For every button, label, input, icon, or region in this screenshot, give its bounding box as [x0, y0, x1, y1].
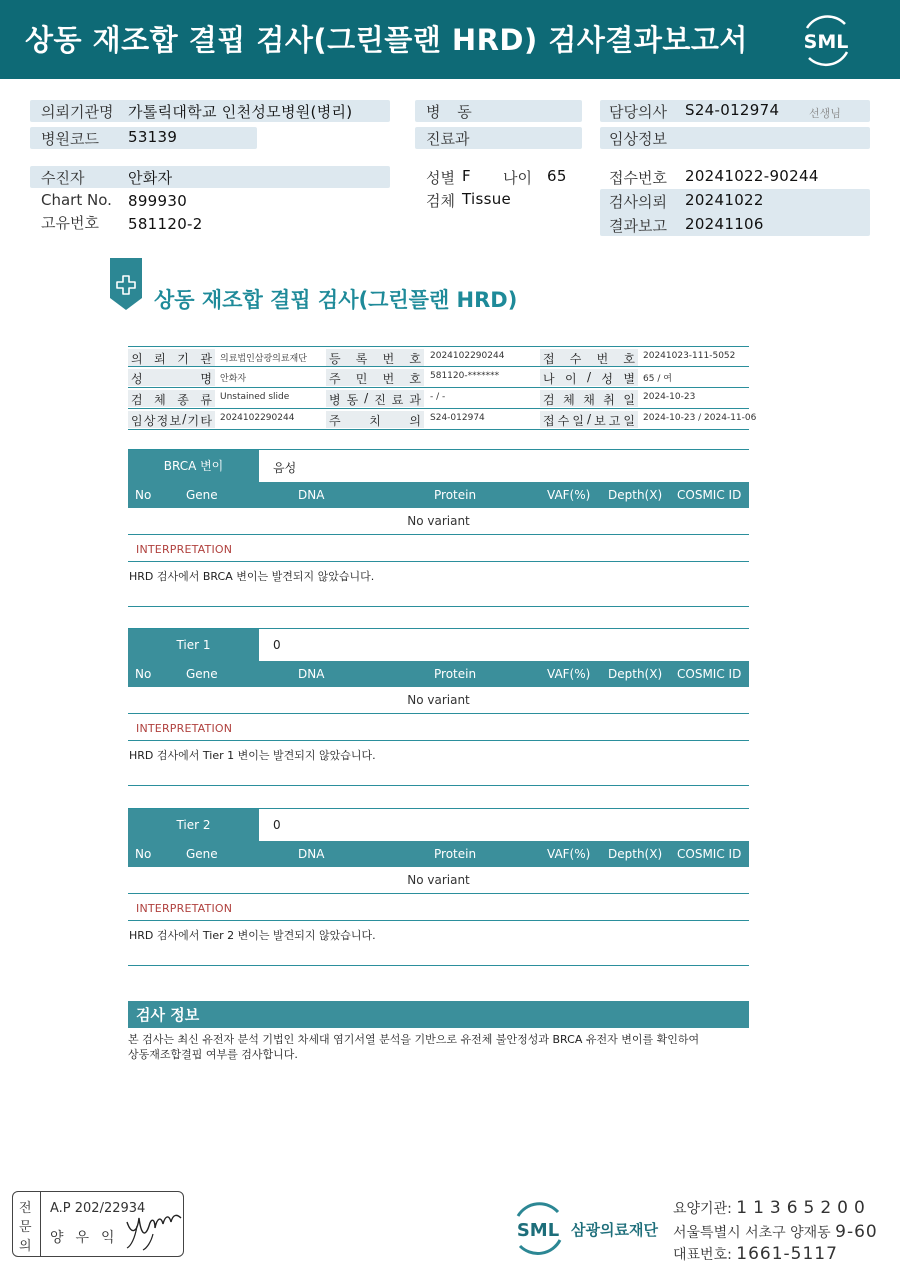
test-info-text	[128, 1032, 749, 1062]
institution-value: 11365200	[736, 1198, 871, 1218]
col-gene: Gene	[186, 488, 218, 502]
table-label-text: 나 이 / 성 별	[543, 370, 635, 386]
table-row	[128, 388, 749, 409]
table-row	[128, 346, 749, 367]
footer-org-name: 삼광의료재단	[571, 1221, 658, 1239]
footer-phone: 대표번호: 1661-5117	[673, 1244, 838, 1264]
clinical-label: 임상정보	[609, 130, 667, 148]
table-label-cell	[540, 349, 638, 366]
footer-address	[673, 1222, 878, 1242]
requester-label: 의뢰기관명	[41, 103, 114, 121]
interpretation-label: INTERPRETATION	[136, 902, 233, 915]
table-value-cell: 2024-10-23	[643, 392, 696, 402]
address-no: 9-60	[835, 1222, 878, 1242]
doctor-note: 선생님	[809, 107, 841, 120]
patient-label: 수진자	[41, 169, 85, 187]
age-label: 나이	[503, 169, 532, 187]
table-label-text: 의 뢰 기 관	[131, 352, 212, 366]
report-value: 20241106	[685, 215, 764, 233]
variant-category-label: Tier 1	[128, 629, 259, 661]
ward-label: 병 동	[426, 103, 478, 121]
doctor-label: 담당의사	[609, 103, 667, 121]
request-label: 검사의뢰	[609, 193, 667, 211]
col-vaf: VAF(%)	[547, 488, 591, 502]
tier2-variant-block	[128, 808, 749, 966]
chart-value: 899930	[128, 192, 188, 210]
col-no: No	[135, 488, 152, 502]
report-header	[0, 0, 900, 79]
no-variant-text: No variant	[407, 514, 470, 528]
interpretation-body	[128, 741, 749, 786]
table-row	[128, 367, 749, 388]
interpretation-label: INTERPRETATION	[136, 543, 233, 556]
variant-category-label: Tier 2	[128, 809, 259, 841]
interpretation-label: INTERPRETATION	[136, 722, 233, 735]
age-value: 65	[547, 167, 567, 185]
no-variant-text: No variant	[407, 873, 470, 887]
interpretation-body	[128, 921, 749, 966]
col-dna: DNA	[298, 667, 325, 681]
variant-category-value: 0	[273, 638, 281, 652]
col-depth: Depth(X)	[608, 847, 663, 861]
stamp-license: A.P 202/22934	[50, 1201, 146, 1216]
sml-logo-text: SML	[803, 31, 849, 53]
sex-value: F	[462, 167, 471, 185]
stamp-side-char: 문	[19, 1220, 32, 1235]
table-label-cell	[128, 349, 215, 366]
interpretation-header	[128, 714, 749, 741]
variant-summary-row	[128, 628, 749, 661]
table-label-cell	[540, 369, 638, 386]
table-label-cell	[326, 411, 424, 428]
sml-footer-logo-icon	[510, 1198, 566, 1258]
table-value-cell: 65 / 여	[643, 374, 672, 384]
col-vaf: VAF(%)	[547, 847, 591, 861]
pathologist-stamp	[12, 1191, 184, 1257]
table-label-cell	[326, 349, 424, 366]
table-value-cell: 2024-10-23 / 2024-11-06	[643, 413, 757, 423]
col-cosmic: COSMIC ID	[677, 847, 742, 861]
col-dna: DNA	[298, 488, 325, 502]
footer-institution: 요양기관: 11365200	[673, 1198, 871, 1218]
col-depth: Depth(X)	[608, 488, 663, 502]
interpretation-header	[128, 535, 749, 562]
test-info-line: 본 검사는 최신 유전자 분석 기법인 차세대 염기서열 분석을 기반으로 유전체 불안정성과 BRCA 유전자 변이를 확인하여	[128, 1033, 700, 1046]
variant-table-header	[128, 482, 749, 508]
col-dna: DNA	[298, 847, 325, 861]
receipt-label: 접수번호	[609, 169, 667, 187]
table-label-text: 검 체 채 취 일	[543, 393, 635, 407]
interpretation-text: HRD 검사에서 BRCA 변이는 발견되지 않았습니다.	[129, 570, 375, 583]
chart-label: Chart No.	[41, 191, 112, 209]
col-vaf: VAF(%)	[547, 667, 591, 681]
table-value-cell: 의료법인삼광의료재단	[220, 354, 307, 364]
col-protein: Protein	[434, 488, 477, 502]
table-value-cell: 안화자	[220, 374, 247, 384]
variant-summary-row	[128, 808, 749, 841]
unique-label: 고유번호	[41, 214, 99, 232]
table-value-cell: 20241023-111-5052	[643, 351, 736, 361]
table-label-text: 주 민 번 호	[329, 372, 421, 386]
table-value-cell: 2024102290244	[220, 413, 295, 423]
table-row	[128, 409, 757, 430]
stamp-side	[13, 1192, 41, 1256]
stamp-side-char: 의	[19, 1239, 32, 1254]
table-value-cell: - / -	[430, 392, 446, 402]
receipt-value: 20241022-90244	[685, 167, 819, 185]
table-label-cell	[128, 390, 215, 407]
request-value: 20241022	[685, 191, 764, 209]
table-label-cell	[128, 369, 215, 386]
interpretation-text: HRD 검사에서 Tier 1 변이는 발견되지 않았습니다.	[129, 749, 376, 762]
specimen-label: 검체	[426, 192, 455, 210]
unique-value: 581120-2	[128, 215, 203, 233]
table-label-cell	[540, 390, 638, 407]
col-depth: Depth(X)	[608, 667, 663, 681]
table-label-text: 접 수 일 / 보 고 일	[543, 412, 635, 428]
no-variant-row	[128, 687, 749, 714]
col-no: No	[135, 847, 152, 861]
no-variant-row	[128, 867, 749, 894]
stamp-name: 양우익	[50, 1230, 127, 1246]
variant-summary-row	[128, 449, 749, 482]
table-label-text: 성 명	[131, 372, 212, 386]
col-gene: Gene	[186, 847, 218, 861]
table-value-cell: 2024102290244	[430, 351, 505, 361]
interpretation-body	[128, 562, 749, 607]
table-label-text: 주 치 의	[329, 414, 421, 428]
table-label-text: 접 수 번 호	[543, 352, 635, 366]
doctor-value: S24-012974	[685, 101, 780, 119]
brca-variant-block	[128, 449, 749, 607]
signature-icon	[123, 1204, 185, 1252]
table-label-cell	[540, 411, 638, 428]
report-label: 결과보고	[609, 217, 667, 235]
institution-label: 요양기관	[673, 1201, 728, 1217]
phone-label: 대표번호	[673, 1247, 728, 1263]
table-label-cell	[128, 411, 215, 428]
no-variant-row	[128, 508, 749, 535]
section-title: 상동 재조합 결핍 검사(그린플랜 HRD)	[154, 288, 518, 312]
variant-table-header	[128, 661, 749, 687]
table-value-cell: S24-012974	[430, 413, 485, 423]
hospital-code-label: 병원코드	[41, 130, 99, 148]
medical-cross-icon	[110, 258, 142, 310]
test-info-line: 상동재조합결핍 여부를 검사합니다.	[128, 1048, 298, 1061]
table-value-cell: Unstained slide	[220, 392, 290, 402]
table-label-text: 등 록 번 호	[329, 352, 421, 366]
table-label-cell	[326, 369, 424, 386]
sex-label: 성별	[426, 169, 455, 187]
table-value-cell: 581120-*******	[430, 371, 500, 381]
tier1-variant-block	[128, 628, 749, 786]
footer-logo-text: SML	[516, 1220, 560, 1241]
interpretation-text: HRD 검사에서 Tier 2 변이는 발견되지 않았습니다.	[129, 929, 376, 942]
table-label-cell	[326, 390, 424, 407]
col-no: No	[135, 667, 152, 681]
requester-value: 가톨릭대학교 인천성모병원(병리)	[128, 103, 353, 121]
test-info-header	[128, 1001, 749, 1028]
hospital-code-value: 53139	[128, 128, 178, 146]
sml-logo-icon	[797, 12, 855, 68]
variant-category-value: 음성	[273, 461, 297, 475]
report-title: 상동 재조합 결핍 검사(그린플랜 HRD) 검사결과보고서	[25, 23, 748, 57]
col-cosmic: COSMIC ID	[677, 667, 742, 681]
col-protein: Protein	[434, 667, 477, 681]
patient-value: 안화자	[128, 169, 173, 187]
test-info-title: 검사 정보	[136, 1006, 200, 1024]
dept-label: 진료과	[426, 130, 470, 148]
interpretation-header	[128, 894, 749, 921]
specimen-value: Tissue	[462, 190, 512, 208]
col-cosmic: COSMIC ID	[677, 488, 742, 502]
no-variant-text: No variant	[407, 693, 470, 707]
variant-category-label: BRCA 변이	[128, 450, 259, 482]
table-label-text: 임 상 정 보 / 기 타	[131, 412, 212, 428]
phone-value: 1661-5117	[736, 1244, 838, 1264]
col-protein: Protein	[434, 847, 477, 861]
table-label-text: 검 체 종 류	[131, 393, 212, 407]
patient-detail-table	[128, 346, 757, 430]
variant-category-value: 0	[273, 818, 281, 832]
variant-table-header	[128, 841, 749, 867]
col-gene: Gene	[186, 667, 218, 681]
table-label-text: 병 동 / 진 료 과	[329, 391, 421, 407]
stamp-side-char: 전	[19, 1201, 32, 1216]
address-text: 서울특별시 서초구 양재동	[673, 1225, 831, 1241]
